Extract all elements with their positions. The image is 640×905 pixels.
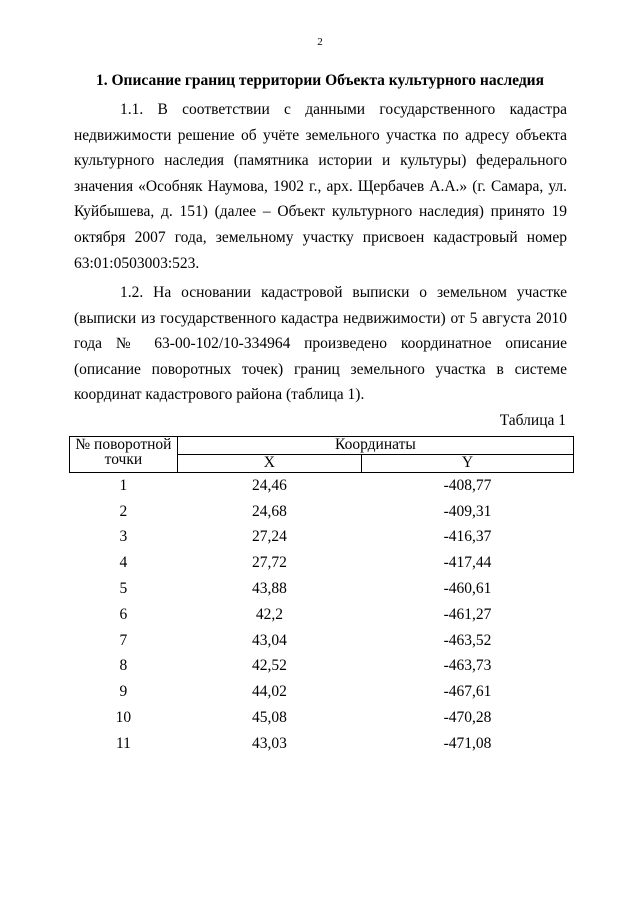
x-coordinate-cell: 24,46	[251, 476, 287, 494]
header-coordinates: Координаты	[177, 437, 573, 455]
x-coordinate-cell: 42,52	[251, 657, 287, 675]
table-row	[70, 499, 574, 525]
table-row	[70, 473, 574, 499]
table-row	[70, 525, 574, 551]
coordinates-table-body	[70, 473, 574, 757]
table-caption: Таблица 1	[499, 412, 566, 429]
y-coordinate-cell: -408,77	[443, 476, 492, 494]
table-row	[70, 576, 574, 602]
x-coordinate-cell: 27,24	[251, 528, 287, 546]
y-coordinate-cell: -417,44	[443, 554, 492, 572]
point-number-cell: 10	[115, 709, 132, 727]
section-heading: 1. Описание границ территории Объекта культурного наследия	[95, 72, 544, 89]
y-coordinate-cell: -463,52	[443, 631, 492, 649]
header-x: X	[177, 455, 361, 473]
coordinates-table	[69, 436, 574, 757]
header-y: Y	[361, 455, 573, 473]
x-coordinate-cell: 27,72	[251, 554, 287, 572]
y-coordinate-cell: -467,61	[443, 683, 492, 701]
y-coordinate-cell: -409,31	[443, 502, 492, 520]
table-row	[70, 628, 574, 654]
page-number: 2	[317, 36, 323, 48]
point-number-cell: 2	[119, 502, 128, 520]
x-coordinate-cell: 43,03	[251, 734, 287, 752]
point-number-cell: 3	[119, 528, 128, 546]
paragraph-1-1: 1.1. В соответствии с данными государственного кадастра недвижимости решение об учёте земельного участка по адресу объекта культурного наследия (памятника истории и культуры) федерального значения «Особняк Наумова, 1902 г., арх. Щербачев А.А.» (г. Самара, ул. Куйбышева, д. 151) (далее – Объект культурного наследия) принято 19 октября 2007 года, земельному участку присвоен кадастровый номер 63:01:0503003:523.	[74, 101, 567, 272]
header-point-number: № поворотной точки	[70, 437, 178, 473]
point-number-cell: 9	[119, 683, 128, 701]
point-number-cell: 8	[119, 657, 128, 675]
point-number-cell: 1	[119, 476, 128, 494]
y-coordinate-cell: -463,73	[443, 657, 492, 675]
table-row	[70, 602, 574, 628]
table-row	[70, 654, 574, 680]
table-row	[70, 705, 574, 731]
x-coordinate-cell: 42,2	[255, 605, 283, 623]
x-coordinate-cell: 44,02	[251, 683, 287, 701]
paragraph-1-2: 1.2. На основании кадастровой выписки о земельном участке (выписки из государственного кадастра недвижимости) от 5 августа 2010 года № 63-00-102/10-334964 произведено координатное описание (описание поворотных точек) границ земельного участка в системе координат кадастрового района (таблица 1).	[74, 284, 567, 404]
point-number-cell: 11	[115, 734, 131, 752]
table-row	[70, 731, 574, 757]
y-coordinate-cell: -461,27	[443, 605, 492, 623]
table-row	[70, 550, 574, 576]
x-coordinate-cell: 24,68	[251, 502, 287, 520]
x-coordinate-cell: 45,08	[251, 709, 287, 727]
y-coordinate-cell: -470,28	[443, 709, 492, 727]
x-coordinate-cell: 43,04	[251, 631, 287, 649]
y-coordinate-cell: -416,37	[443, 528, 492, 546]
point-number-cell: 6	[119, 605, 128, 623]
point-number-cell: 7	[119, 631, 128, 649]
x-coordinate-cell: 43,88	[251, 580, 287, 598]
point-number-cell: 4	[119, 554, 128, 572]
y-coordinate-cell: -460,61	[443, 580, 492, 598]
table-row	[70, 679, 574, 705]
y-coordinate-cell: -471,08	[443, 734, 492, 752]
point-number-cell: 5	[119, 580, 128, 598]
